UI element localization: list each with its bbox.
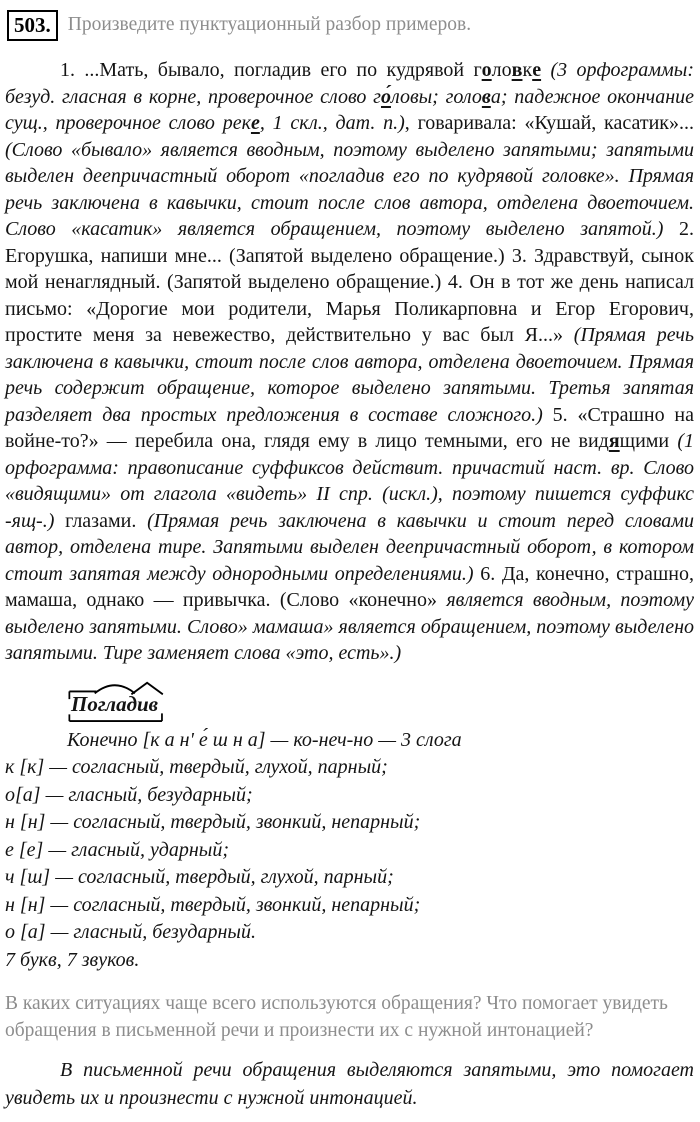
explanation-segment: (Прямая речь заключена в кавычки и стоит перед словами автор, отделена тире. Запятыми выделен деепричастный оборот, в котором стоит запятая между однородными определениями.) [5,509,695,585]
text-segment: 6. Да, конечно, страшно, мамаша, однако — привычка. (Слово «конечно» [5,562,695,611]
phonetic-line: о[а] — гласный, безударный; [5,783,253,806]
orthogram-letter: о [481,59,492,81]
explanation-segment: ловы; голо [390,85,482,108]
text-segment: глазами. [65,509,148,532]
task-instruction: Произведите пунктуационный разбор примеров. [67,14,472,35]
text-segment: , говаривала: «Кушай, касатик»... [404,112,694,134]
morpheme-analysis [65,679,694,723]
phonetic-line: н [н] — согласный, твердый, звонкий, непарный; [5,811,421,833]
orthogram-letter: в [511,59,523,81]
explanation-segment: (Слово «бывало» является вводным, поэтому выделено запятыми; запятыми выделен деепричастный оборот «погладив его по кудрявой головке». Прямая речь заключена в кавычки, стоит после слов автора, отделена двоеточием. Слово «касатик» является обращением, поэтому выделено запятой.) [5,138,694,240]
followup-question: В каких ситуациях чаще всего используются обращения? Что помогает увидеть обращения в письменной речи и произнести их с нужной интонацией? [5,993,668,1041]
explanation-segment: , 1 скл., дат. п.) [259,112,405,134]
phonetic-line: е [е] — гласный, ударный; [5,838,230,861]
text-segment: 2. Егорушка, напиши мне... (Запятой выделено обращение.) 3. Здравствуй, сынок мой ненаглядный. (Запятой выделено обращение.) 4. Он в тот же день написал письмо: «Дорогие мои родители, Марья Поликарповна и Егор Егорович, простите меня за невежество, действительно у вас был Я...» [5,218,694,346]
phonetic-line: к [к] — согласный, твердый, глухой, парный; [5,756,388,778]
explanation-segment: (1 орфограмма: правописание суффиксов действит. причастий наст. вр. Слово «видящими» от глагола «видеть» II спр. (искл.), поэтому пишется суффикс -ящ-.) [5,430,694,532]
exercise-number: 503. [7,10,58,41]
letters-sounds-count: 7 букв, 7 звуков. [5,948,140,971]
text-segment: 5. «Страшно на войне-то?» — перебила она, глядя ему в лицо темными, его не вид [5,403,695,452]
phonetic-line: о [а] — гласный, безударный. [5,921,256,943]
text-segment: к [522,59,533,81]
phonetic-analysis [5,727,694,975]
orthogram-letter: в [481,85,491,108]
orthogram-letter: о́ [380,85,391,108]
phonetic-line: н [н] — согласный, твердый, звонкий, непарный; [5,893,421,916]
phonetic-line: Конечно [к а н' е́ ш н а] — ко-неч-но — 3 слога [67,728,462,751]
morpheme-word-text: Погладив [71,691,159,716]
explanation-segment: является вводным, поэтому выделено запятыми. Слово» мамаша» является обращением, поэтому выделено запятыми. Тире заменяет слова «это, есть».) [5,589,695,664]
text-segment: ло [491,59,512,81]
text-segment: 1. ...Мать, бывало, погладив его по кудрявой г [60,59,482,81]
answer-paragraph: В письменной речи обращения выделяются запятыми, это помогает увидеть их и произнести с нужной интонацией. [5,1059,694,1109]
phonetic-line: ч [ш] — согласный, твердый, глухой, парный; [5,866,394,888]
explanation-segment: (3 орфограммы: безуд. гласная в корне, проверочное слово г [5,59,694,108]
exercise-header [7,10,694,41]
explanation-segment: (Прямая речь заключена в кавычки, стоит после слов автора, отделена двоеточием. Прямая речь содержит обращение, которое выделено запятыми. Третья запятая разделяет два простых предложения в составе сложного.) [5,324,695,426]
orthogram-letter: я [608,430,620,452]
morpheme-word [65,679,168,723]
text-segment: щими [619,430,678,452]
explanation-segment: а; падежное окончание сущ., проверочное слово рек [5,85,694,134]
orthogram-letter: е [250,112,260,134]
orthogram-letter: е [532,59,542,81]
analysis-paragraph [5,57,694,667]
